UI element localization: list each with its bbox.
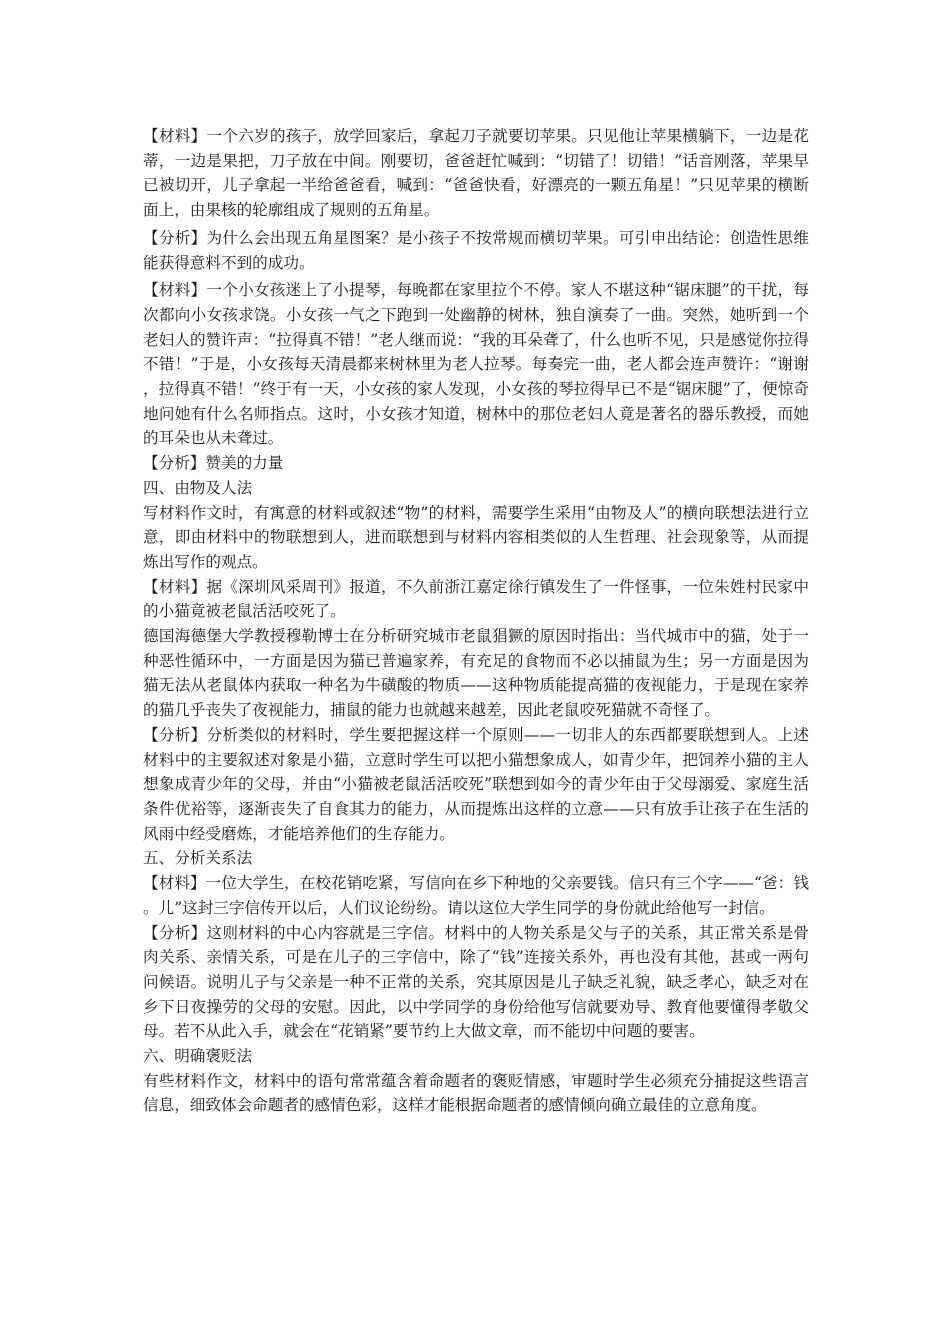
method-praise-blame-paragraph: 有些材料作文，材料中的语句常常蕴含着命题者的褒贬情感，审题时学生必须充分捕捉这些语言信息，细致体会命题者的感情色彩，这样才能根据命题者的感情倾向确立最佳的立意角度。 <box>143 1071 809 1115</box>
material-letter-paragraph: 【材料】一位大学生，在校花销吃紧，写信向在乡下种地的父亲要钱。信只有三个字——“爸：钱。儿”这封三字信传开以后，人们议论纷纷。请以这位大学生同学的身份就此给他写一封信。 <box>143 874 809 917</box>
section-heading-four: 四、由物及人法 <box>143 478 253 497</box>
analysis-praise-paragraph: 【分析】赞美的力量 <box>143 454 284 473</box>
section-heading-six: 六、明确褒贬法 <box>143 1047 253 1066</box>
analysis-apple-paragraph: 【分析】为什么会出现五角星图案？是小孩子不按常规而横切苹果。可引申出结论：创造性思维能获得意料不到的成功。 <box>143 228 809 272</box>
method-intro-paragraph: 写材料作文时，有寓意的材料或叙述“物”的材料，需要学生采用“由物及人”的横向联想法进行立意，即由材料中的物联想到人，进而联想到与材料内容相类似的人生哲理、社会现象等，从而提炼出写作的观点。 <box>143 503 809 571</box>
analysis-letter-paragraph: 【分析】这则材料的中心内容就是三字信。材料中的人物关系是父与子的关系，其正常关系是骨肉关系、亲情关系，可是在儿子的三字信中，除了“钱”连接关系外，再也没有其他，甚或一两句问候语。说明儿子与父亲是一种不正常的关系，究其原因是儿子缺乏礼貌，缺乏孝心，缺乏对在乡下日夜操劳的父母的安慰。因此，以中学同学的身份给他写信就要劝导、教育他要懂得孝敬父母。若不从此入手，就会在“花销紧”要节约上大做文章，而不能切中问题的要害。 <box>143 923 809 1041</box>
material-violin-paragraph: 【材料】一个小女孩迷上了小提琴，每晚都在家里拉个不停。家人不堪这种“锯床腿”的干扰，每次都向小女孩求饶。小女孩一气之下跑到一处幽静的树林，独自演奏了一曲。突然，她听到一个老妇人的赞许声：“拉得真不错！”老人继而说：“我的耳朵聋了，什么也听不见，只是感觉你拉得不错！”于是，小女孩每天清晨都来树林里为老人拉琴。每奏完一曲，老人都会连声赞许：“谢谢，拉得真不错！”终于有一天，小女孩的家人发现，小女孩的琴拉得早已不是“锯床腿”了，便惊奇地问她有什么名师指点。这时，小女孩才知道，树林中的那位老妇人竟是著名的器乐教授，而她的耳朵也从未聋过。 <box>143 281 809 448</box>
material-cat-paragraph: 【材料】据《深圳风采周刊》报道，不久前浙江嘉定徐行镇发生了一件怪事，一位朱姓村民家中的小猫竟被老鼠活活咬死了。 <box>143 577 809 621</box>
section-heading-five: 五、分析关系法 <box>143 849 253 868</box>
document-body <box>143 124 809 1118</box>
analysis-cat-paragraph: 【分析】分析类似的材料时，学生要把握这样一个原则——一切非人的东西都要联想到人。上述材料中的主要叙述对象是小猫，立意时学生可以把小猫想象成人，如青少年，把饲养小猫的主人想象成青少年的父母，并由“小猫被老鼠活活咬死”联想到如今的青少年由于父母溺爱、家庭生活条件优裕等，逐渐丧失了自食其力的能力，从而提炼出这样的立意——只有放手让孩子在生活的风雨中经受磨炼，才能培养他们的生存能力。 <box>143 725 809 843</box>
material-apple-paragraph: 【材料】一个六岁的孩子，放学回家后，拿起刀子就要切苹果。只见他让苹果横躺下，一边是花蒂，一边是果把，刀子放在中间。刚要切，爸爸赶忙喊到：“切错了！切错！”话音刚落，苹果早已被切开，儿子拿起一半给爸爸看，喊到：“爸爸快看，好漂亮的一颗五角星！”只见苹果的横断面上，由果核的轮廓组成了规则的五角星。 <box>143 127 809 220</box>
research-cat-paragraph: 德国海德堡大学教授穆勒博士在分析研究城市老鼠猖獗的原因时指出：当代城市中的猫，处于一种恶性循环中，一方面是因为猫已普遍家养，有充足的食物而不必以捕鼠为生；另一方面是因为猫无法从老鼠体内获取一种名为牛磺酸的物质——这种物质能提高猫的夜视能力，于是现在家养的猫几乎丧失了夜视能力，捕鼠的能力也就越来越差，因此老鼠咬死猫就不奇怪了。 <box>143 627 809 720</box>
